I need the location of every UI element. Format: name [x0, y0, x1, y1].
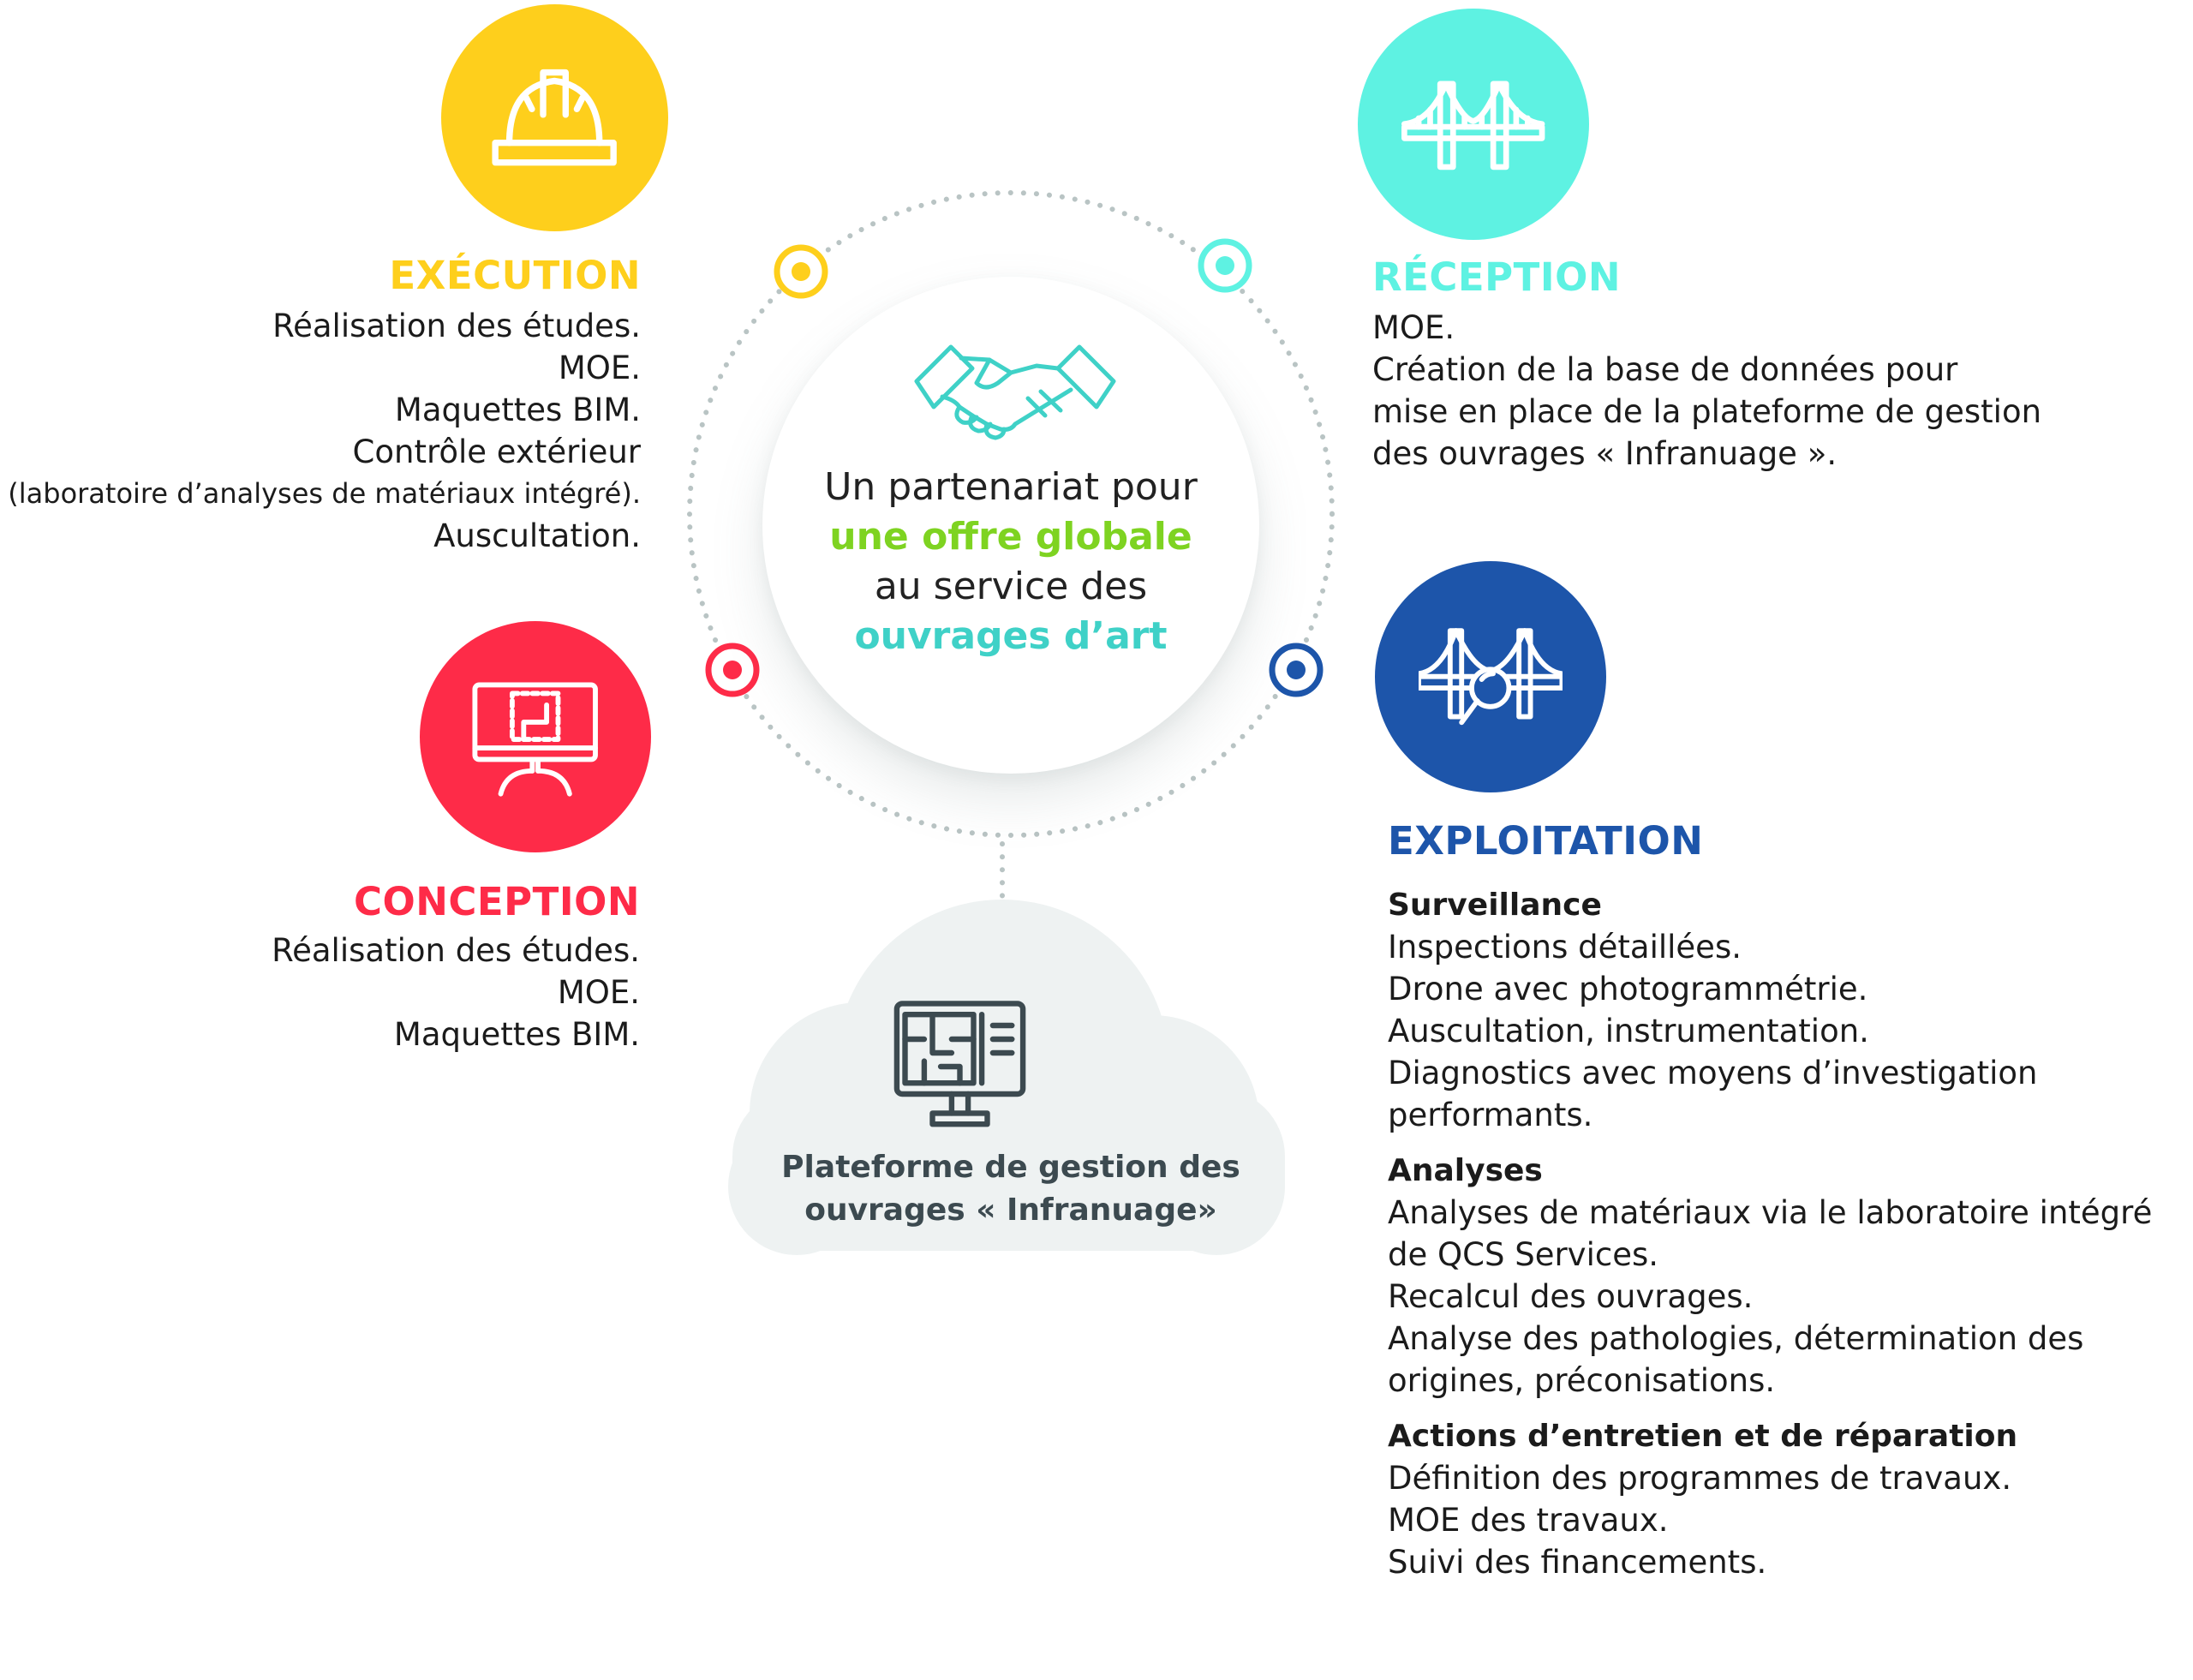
section-heading: Analyses — [1388, 1153, 1543, 1188]
monitor-plan-icon — [463, 665, 607, 808]
reception-line: mise en place de la plateforme de gestion — [1372, 393, 2042, 430]
reception-list — [1372, 307, 2041, 475]
conception-icon-circle — [420, 621, 651, 852]
handshake-icon — [908, 321, 1122, 450]
section-line: Suivi des financements. — [1388, 1544, 1767, 1581]
execution-line: Maquettes BIM. — [394, 392, 641, 428]
center-line-2: une offre globale — [829, 515, 1192, 559]
section-line: Diagnostics avec moyens d’investigation — [1388, 1055, 2038, 1091]
section-list — [1388, 1192, 2152, 1402]
execution-line: MOE. — [558, 350, 641, 386]
marker-execution — [777, 248, 825, 296]
section-line: Auscultation, instrumentation. — [1388, 1013, 1869, 1049]
exploitation-section-analyses — [1388, 1150, 2152, 1402]
execution-title: EXÉCUTION — [389, 253, 641, 298]
exploitation-section-entretien — [1388, 1415, 2152, 1583]
reception-line: Création de la base de données pour — [1372, 351, 1958, 388]
reception-title: RÉCEPTION — [1372, 254, 1621, 300]
conception-list — [272, 930, 640, 1055]
execution-line: Contrôle extérieur — [352, 433, 641, 470]
platform-line-1: Plateforme de gestion des — [781, 1150, 1240, 1185]
bridge-magnifier-icon — [1419, 605, 1562, 748]
conception-line: Maquettes BIM. — [393, 1016, 640, 1053]
execution-line: Auscultation. — [433, 517, 641, 554]
section-heading: Surveillance — [1388, 888, 1602, 923]
conception-title: CONCEPTION — [353, 879, 640, 924]
reception-line: des ouvrages « Infranuage ». — [1372, 435, 1837, 472]
exploitation-sections — [1388, 884, 2152, 1597]
reception-icon-circle — [1358, 9, 1589, 240]
section-line: de QCS Services. — [1388, 1236, 1658, 1273]
exploitation-icon-circle — [1375, 561, 1606, 792]
marker-conception — [708, 646, 756, 694]
section-line: Définition des programmes de travaux. — [1388, 1460, 2012, 1497]
marker-reception — [1201, 242, 1249, 290]
exploitation-title: EXPLOITATION — [1388, 818, 1704, 864]
section-line: Inspections détaillées. — [1388, 929, 1742, 966]
section-list — [1388, 926, 2152, 1136]
section-heading: Actions d’entretien et de réparation — [1388, 1419, 2018, 1454]
platform-monitor-icon — [889, 998, 1031, 1135]
center-line-3: au service des — [874, 565, 1148, 608]
section-line: MOE des travaux. — [1388, 1502, 1669, 1539]
conception-line: Réalisation des études. — [272, 932, 640, 969]
center-line-4: ouvrages d’art — [854, 614, 1168, 658]
execution-list — [8, 305, 641, 557]
execution-icon-circle — [441, 4, 668, 231]
section-line: origines, préconisations. — [1388, 1362, 1776, 1399]
section-line: Analyse des pathologies, détermination des — [1388, 1320, 2084, 1357]
bridge-icon — [1401, 52, 1545, 195]
execution-line: Réalisation des études. — [272, 308, 641, 344]
execution-line: (laboratoire d’analyses de matériaux intégré). — [8, 477, 641, 510]
center-line-1: Un partenariat pour — [824, 465, 1198, 509]
section-line: performants. — [1388, 1097, 1593, 1133]
platform-label — [754, 1146, 1268, 1232]
exploitation-section-surveillance — [1388, 884, 2152, 1136]
section-line: Analyses de matériaux via le laboratoire intégré — [1388, 1194, 2153, 1231]
center-tagline — [762, 463, 1259, 661]
hard-hat-icon — [484, 47, 624, 188]
conception-line: MOE. — [557, 974, 640, 1011]
section-line: Drone avec photogrammétrie. — [1388, 971, 1868, 1007]
section-list — [1388, 1457, 2152, 1583]
reception-line: MOE. — [1372, 309, 1455, 346]
section-line: Recalcul des ouvrages. — [1388, 1278, 1754, 1315]
marker-exploitation — [1272, 646, 1320, 694]
platform-line-2: ouvrages « Infranuage» — [804, 1193, 1217, 1228]
